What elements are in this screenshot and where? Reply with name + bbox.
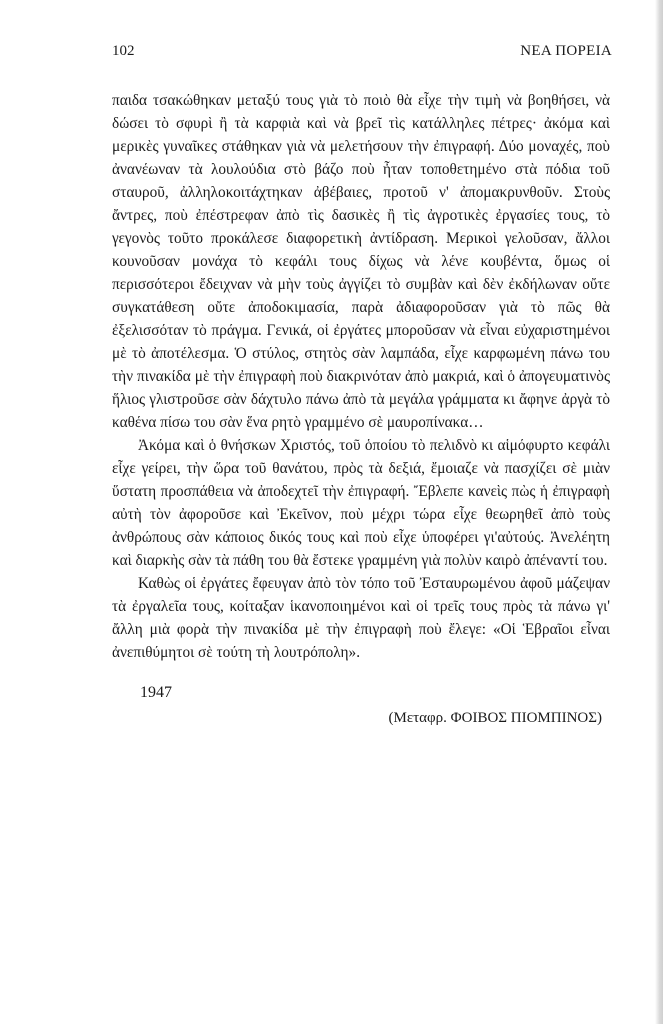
paragraph-continued: παιδα τσακώθηκαν μεταξύ τους γιὰ τὸ ποιὸ θὰ εἶχε τὴν τιμὴ νὰ βοηθήσει, νὰ δώσει τὸ σφυρὶ ἢ τὰ καρφιὰ καὶ νὰ βρεῖ τὶς κατάλληλες πέτρες· ἀκόμα καὶ μερικὲς γυναῖκες στάθηκαν γιὰ νὰ μελετήσουν τὴν ἐπιγραφή. Δύο μοναχές, ποὺ ἀνανέωναν τὰ λουλούδια στὸ βάζο ποὺ ἦταν τοποθετημένο στὰ πόδια τοῦ σταυροῦ, ἀλληλοκοιτάχτηκαν ἀβέβαιες, προτοῦ ν' ἀπομακρυνθοῦν. Στοὺς ἄντρες, ποὺ ἐπέστρεφαν ἀπὸ τὶς δασικὲς ἢ τὶς ἀγροτικὲς ἐργασίες τους, τὸ γεγονὸς τοῦτο προκάλεσε διαφορετικὴ ἀντίδραση. Μερικοὶ γελοῦσαν, ἄλλοι κουνοῦσαν μονάχα τὸ κεφάλι τους δίχως νὰ λένε κουβέντα, ὅμως οἱ περισσότεροι ἔδειχναν νὰ μὴν τοὺς ἀγγίζει τὸ συμβὰν καὶ δὲν ἐκδήλωναν οὔτε συγκατάθεση οὔτε ἀποδοκιμασία, παρὰ ἀδιαφοροῦσαν γιὰ τὸ πῶς θὰ ἐξελισσόταν τὸ πράγμα. Γενικά, οἱ ἐργάτες μποροῦσαν νὰ εἶναι εὐχαριστημένοι μὲ τὸ ἀποτέλεσμα. Ὁ στύλος, στητὸς σὰν λαμπάδα, εἶχε καρφωμένη πάνω του τὴν πινακίδα μὲ τὴν ἐπιγραφὴ ποὺ διακρινόταν ἀπὸ μακριά, καὶ ὁ ἀπογευματινὸς ἥλιος γλιστροῦσε σὰν δάχτυλο πάνω ἀπὸ τὰ μεγάλα γράμματα κι ἄφηνε ἀργὰ τὸ καθένα πίσω του σὰν ἕνα ρητὸ γραμμένο σὲ μαυροπίνακα…	[112, 92, 610, 431]
running-head	[112, 41, 612, 61]
translator-credit: (Μεταφρ. ΦΟΙΒΟΣ ΠΙΟΜΠΙΝΟΣ)	[388, 710, 602, 726]
body-text	[112, 89, 610, 664]
year-line: 1947	[140, 684, 172, 701]
paragraph-christ: Ἀκόμα καὶ ὁ θνήσκων Χριστός, τοῦ ὁποίου τὸ πελιδνὸ κι αἱμόφυρτο κεφάλι εἶχε γείρει, τὴν ὥρα τοῦ θανάτου, πρὸς τὰ δεξιά, ἔμοιαζε νὰ πασχίζει σὲ μιὰν ὕστατη προσπάθεια νὰ ἀποδεχτεῖ τὴν ἐπιγραφή. Ἔβλεπε κανεὶς πὼς ἡ ἐπιγραφὴ αὐτὴ τὸν ἀφοροῦσε καὶ Ἐκεῖνον, ποὺ μέχρι τώρα εἶχε θεωρηθεῖ ἀπὸ τοὺς ἀνθρώπους σὰν κάποιος δικός τους καὶ ποὺ εἶχε ὑποφέρει γι'αὐτούς. Ἀνελέητη καὶ διαρκὴς σὰν τὰ πάθη του θὰ ἔστεκε γραμμένη γιὰ πολὺν καιρὸ ἀπέναντί του.	[112, 437, 610, 569]
page-edge-shadow	[655, 0, 663, 1024]
page-number: 102	[112, 43, 135, 59]
journal-title: ΝΕΑ ΠΟΡΕΙΑ	[520, 43, 612, 59]
paragraph-workers: Καθὼς οἱ ἐργάτες ἔφευγαν ἀπὸ τὸν τόπο τοῦ Ἐσταυρωμένου ἀφοῦ μάζεψαν τὰ ἐργαλεῖα τους, κοίταξαν ἱκανοποιημένοι καὶ οἱ τρεῖς τους πρὸς τὰ πάνω γι' ἄλλη μιὰ φορὰ τὴν πινακίδα μὲ τὴν ἐπιγραφὴ ποὺ ἔλεγε: «Οἱ Ἑβραῖοι εἶναι ἀνεπιθύμητοι σὲ τούτη τὴ λουτρόπολη».	[112, 575, 610, 661]
